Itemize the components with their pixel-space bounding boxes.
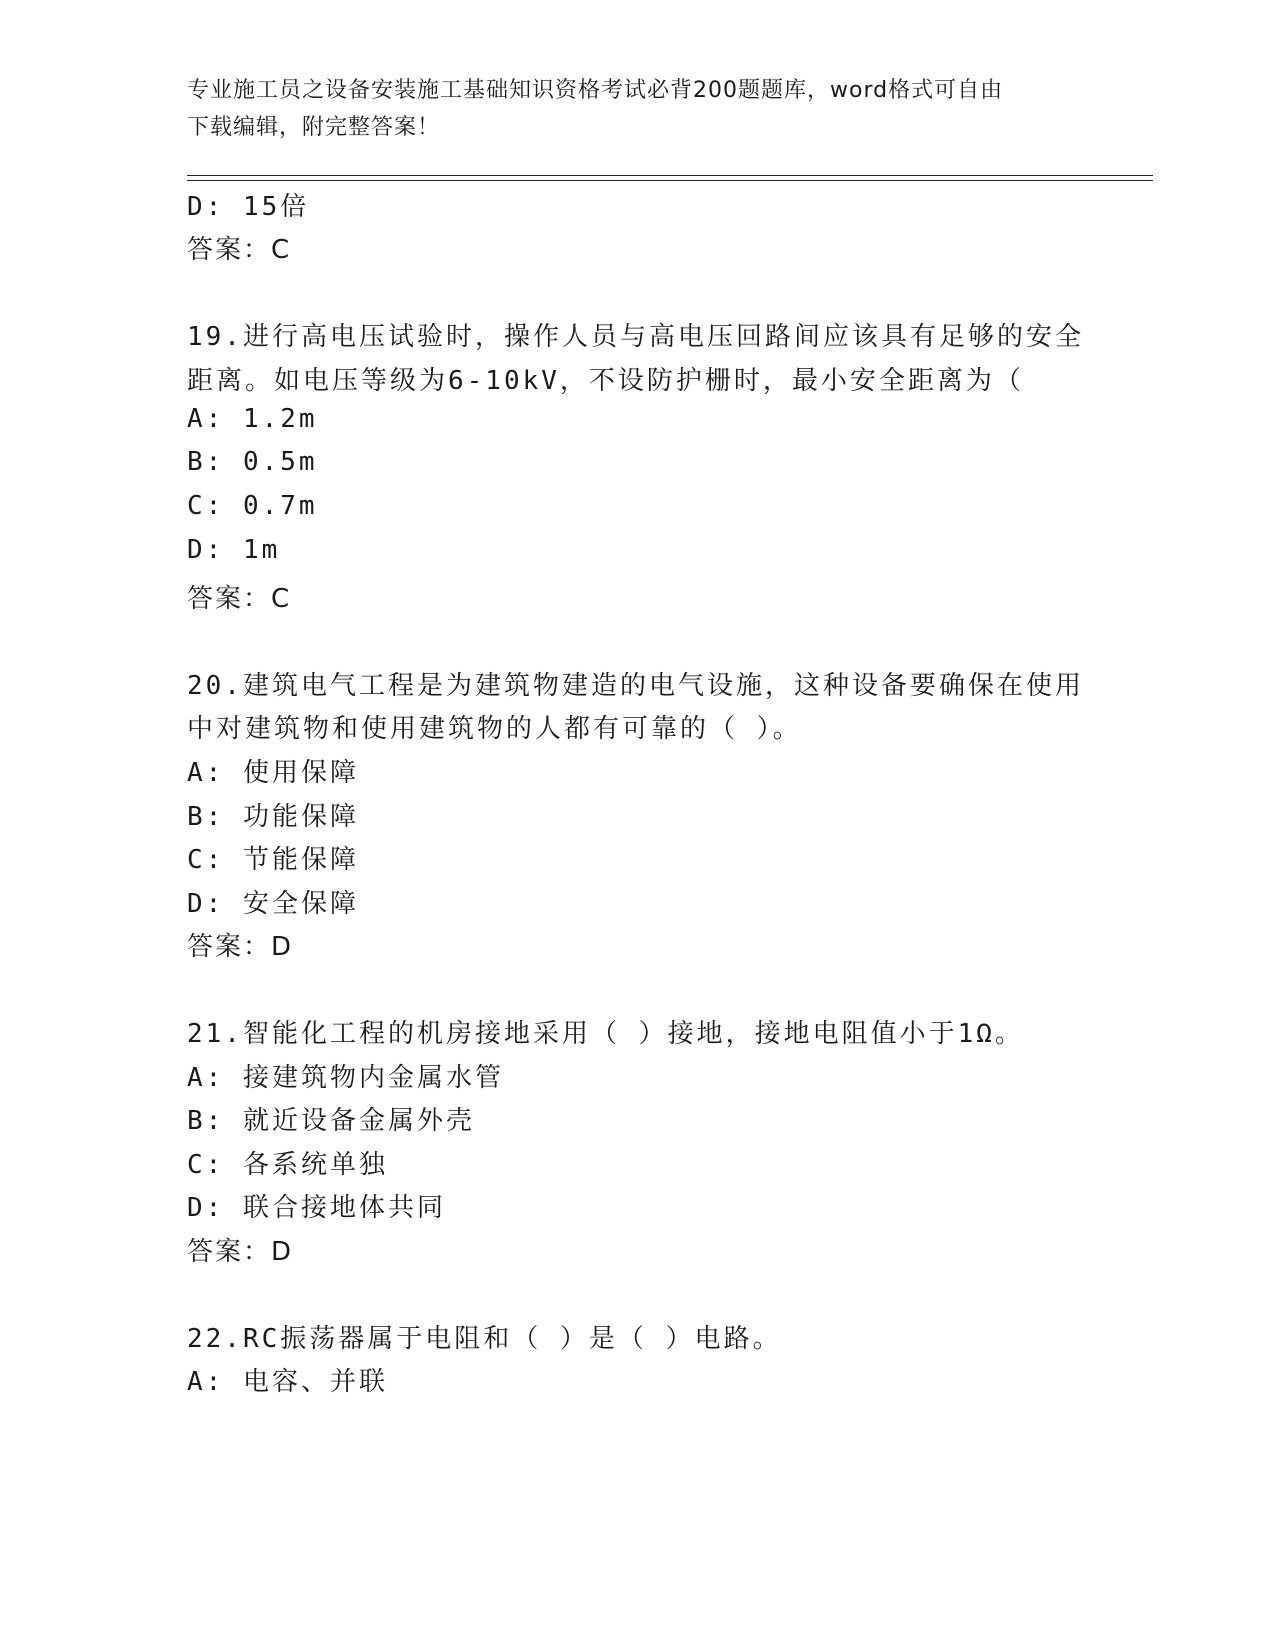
q20-option-c: C: 节能保障 [187, 845, 359, 875]
q21-stem-line-1: 21.智能化工程的机房接地采用（ ）接地，接地电阻值小于1Ω。 [187, 1019, 1024, 1049]
header-line-2: 下载编辑，附完整答案！ [187, 115, 441, 140]
q19-stem-line-2: 距离。如电压等级为6-10kV，不设防护栅时，最小安全距离为（ [187, 366, 1024, 396]
q20-stem-line-1: 20.建筑电气工程是为建筑物建造的电气设施，这种设备要确保在使用 [187, 671, 1084, 701]
document-header [187, 72, 1077, 146]
q20-option-d: D: 安全保障 [187, 889, 359, 919]
q20-stem-line-2: 中对建筑物和使用建筑物的人都有可靠的（ ）。 [187, 714, 802, 744]
prev-answer: 答案：C [187, 235, 292, 265]
header-divider-bottom [187, 180, 1153, 181]
q20-option-b: B: 功能保障 [187, 802, 359, 832]
q21-option-b: B: 就近设备金属外壳 [187, 1106, 475, 1136]
q21-answer: 答案：D [187, 1237, 294, 1267]
q20-option-a: A: 使用保障 [187, 758, 359, 788]
q19-option-b: B: 0.5m [187, 447, 318, 477]
q19-option-d: D: 1m [187, 535, 281, 565]
q21-option-d: D: 联合接地体共同 [187, 1193, 446, 1223]
q21-option-a: A: 接建筑物内金属水管 [187, 1063, 504, 1093]
q19-option-a: A: 1.2m [187, 404, 318, 434]
prev-option-d: D: 15倍 [187, 192, 310, 222]
header-line-1: 专业施工员之设备安装施工基础知识资格考试必背200题题库，word格式可自由 [187, 78, 1004, 103]
q22-option-a: A: 电容、并联 [187, 1367, 388, 1397]
q22-stem-line-1: 22.RC振荡器属于电阻和（ ）是（ ）电路。 [187, 1324, 782, 1354]
q19-answer: 答案：C [187, 584, 292, 614]
q21-option-c: C: 各系统单独 [187, 1150, 388, 1180]
header-divider-top [187, 175, 1153, 176]
q19-stem-line-1: 19.进行高电压试验时，操作人员与高电压回路间应该具有足够的安全 [187, 322, 1084, 352]
q20-answer: 答案：D [187, 932, 294, 962]
q19-option-c: C: 0.7m [187, 491, 318, 521]
